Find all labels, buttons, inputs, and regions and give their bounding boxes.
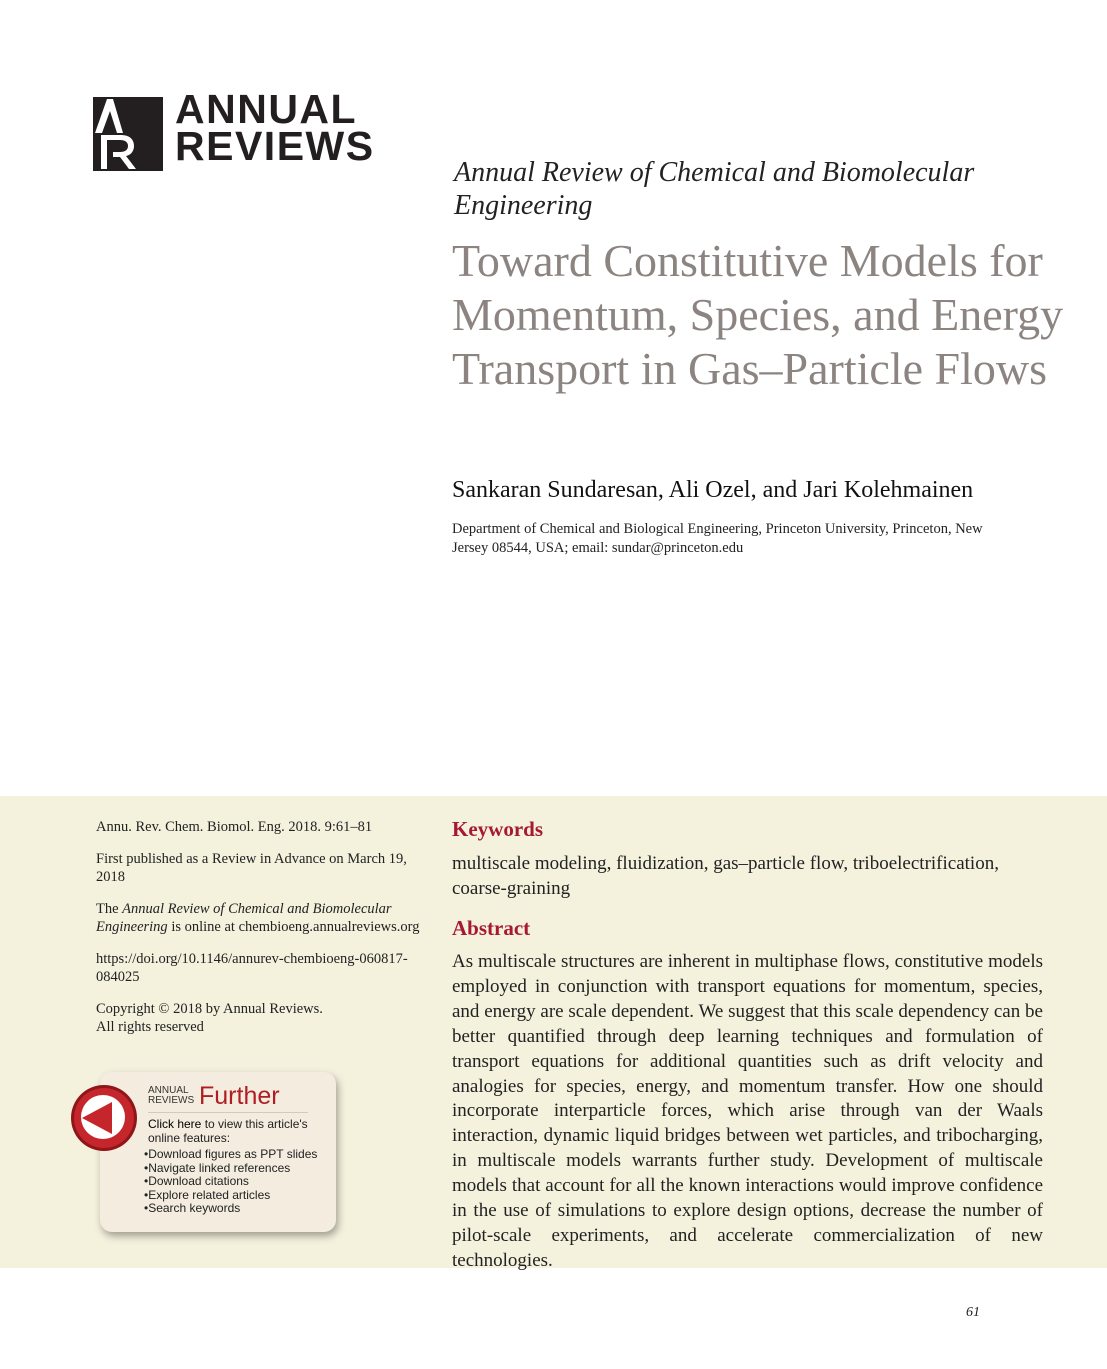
- further-divider: [148, 1112, 308, 1113]
- ar-logo-mark: [93, 97, 163, 171]
- feature-item: • Explore related articles: [144, 1189, 317, 1203]
- rights: All rights reserved: [96, 1019, 204, 1035]
- sidebar-info: [96, 818, 436, 1050]
- feature-item: • Download citations: [144, 1175, 317, 1189]
- authors: Sankaran Sundaresan, Ali Ozel, and Jari Kolehmainen: [452, 477, 974, 503]
- online-availability: [96, 900, 436, 937]
- online-journal: Annual Review of Chemical and Biomolecular Engineering: [96, 900, 392, 935]
- abstract-heading: Abstract: [452, 916, 531, 940]
- click-rest: to view this article's online features:: [148, 1117, 308, 1145]
- online-pre: The: [96, 900, 123, 917]
- further-click-text: [148, 1117, 328, 1145]
- further-brand: [148, 1086, 194, 1106]
- further-brand-line1: ANNUAL: [148, 1085, 189, 1096]
- page-number: 61: [966, 1305, 980, 1320]
- feature-item: • Search keywords: [144, 1202, 317, 1216]
- article-title: Toward Constitutive Models for Momentum, Species, and Energy Transport in Gas–Particle Flows: [452, 235, 1064, 394]
- citation: Annu. Rev. Chem. Biomol. Eng. 2018. 9:61–81: [96, 819, 373, 835]
- feature-item: • Download figures as PPT slides: [144, 1148, 317, 1162]
- keywords-heading: Keywords: [452, 817, 543, 841]
- click-here-link[interactable]: Click here: [148, 1117, 202, 1131]
- online-url[interactable]: is online at chembioeng.annualreviews.org: [167, 919, 420, 935]
- logo-wordmark: [175, 86, 375, 169]
- logo-line2: REVIEWS: [175, 123, 375, 169]
- annual-reviews-logo: [93, 86, 375, 173]
- further-brand-line2: REVIEWS: [148, 1095, 195, 1106]
- logo-line1: ANNUAL: [175, 86, 358, 132]
- journal-name: Annual Review of Chemical and Biomolecular Engineering: [454, 157, 975, 221]
- play-back-arrow-icon[interactable]: [70, 1084, 138, 1152]
- first-published: First published as a Review in Advance on March 19, 2018: [96, 850, 407, 885]
- abstract-text: As multiscale structures are inherent in multiphase flows, constitutive models employed in conjunction with transport equations for momentum, species, and energy are scale dependent. We suggest that this scale dependency can be better quantified through deep learning techniques and formulation of transport equations for additional quantities such as drift velocity and analogies for species, energy, and momentum transfer. How one should incorporate interparticle forces, which arise through van der Waals interaction, dynamic liquid bridges between wet particles, and tribocharging, in multiscale models warrants further study. Development of multiscale models that account for all the known interactions would improve confidence in the use of simulations to explore design options, decrease the number of pilot-scale experiments, and accelerate commercialization of new technologies.: [452, 951, 1043, 1271]
- further-word: Further: [199, 1082, 280, 1110]
- feature-item: • Navigate linked references: [144, 1162, 317, 1176]
- keywords-text: multiscale modeling, fluidization, gas–particle flow, triboelectrification, coarse-graining: [452, 853, 999, 899]
- affiliation: Department of Chemical and Biological Engineering, Princeton University, Princeton, New Jersey 08544, USA; email: sundar@princeton.edu: [452, 521, 983, 556]
- further-features-list: [144, 1148, 317, 1216]
- copyright: Copyright © 2018 by Annual Reviews.: [96, 1000, 323, 1017]
- doi-link[interactable]: https://doi.org/10.1146/annurev-chembioeng-060817-084025: [96, 950, 408, 985]
